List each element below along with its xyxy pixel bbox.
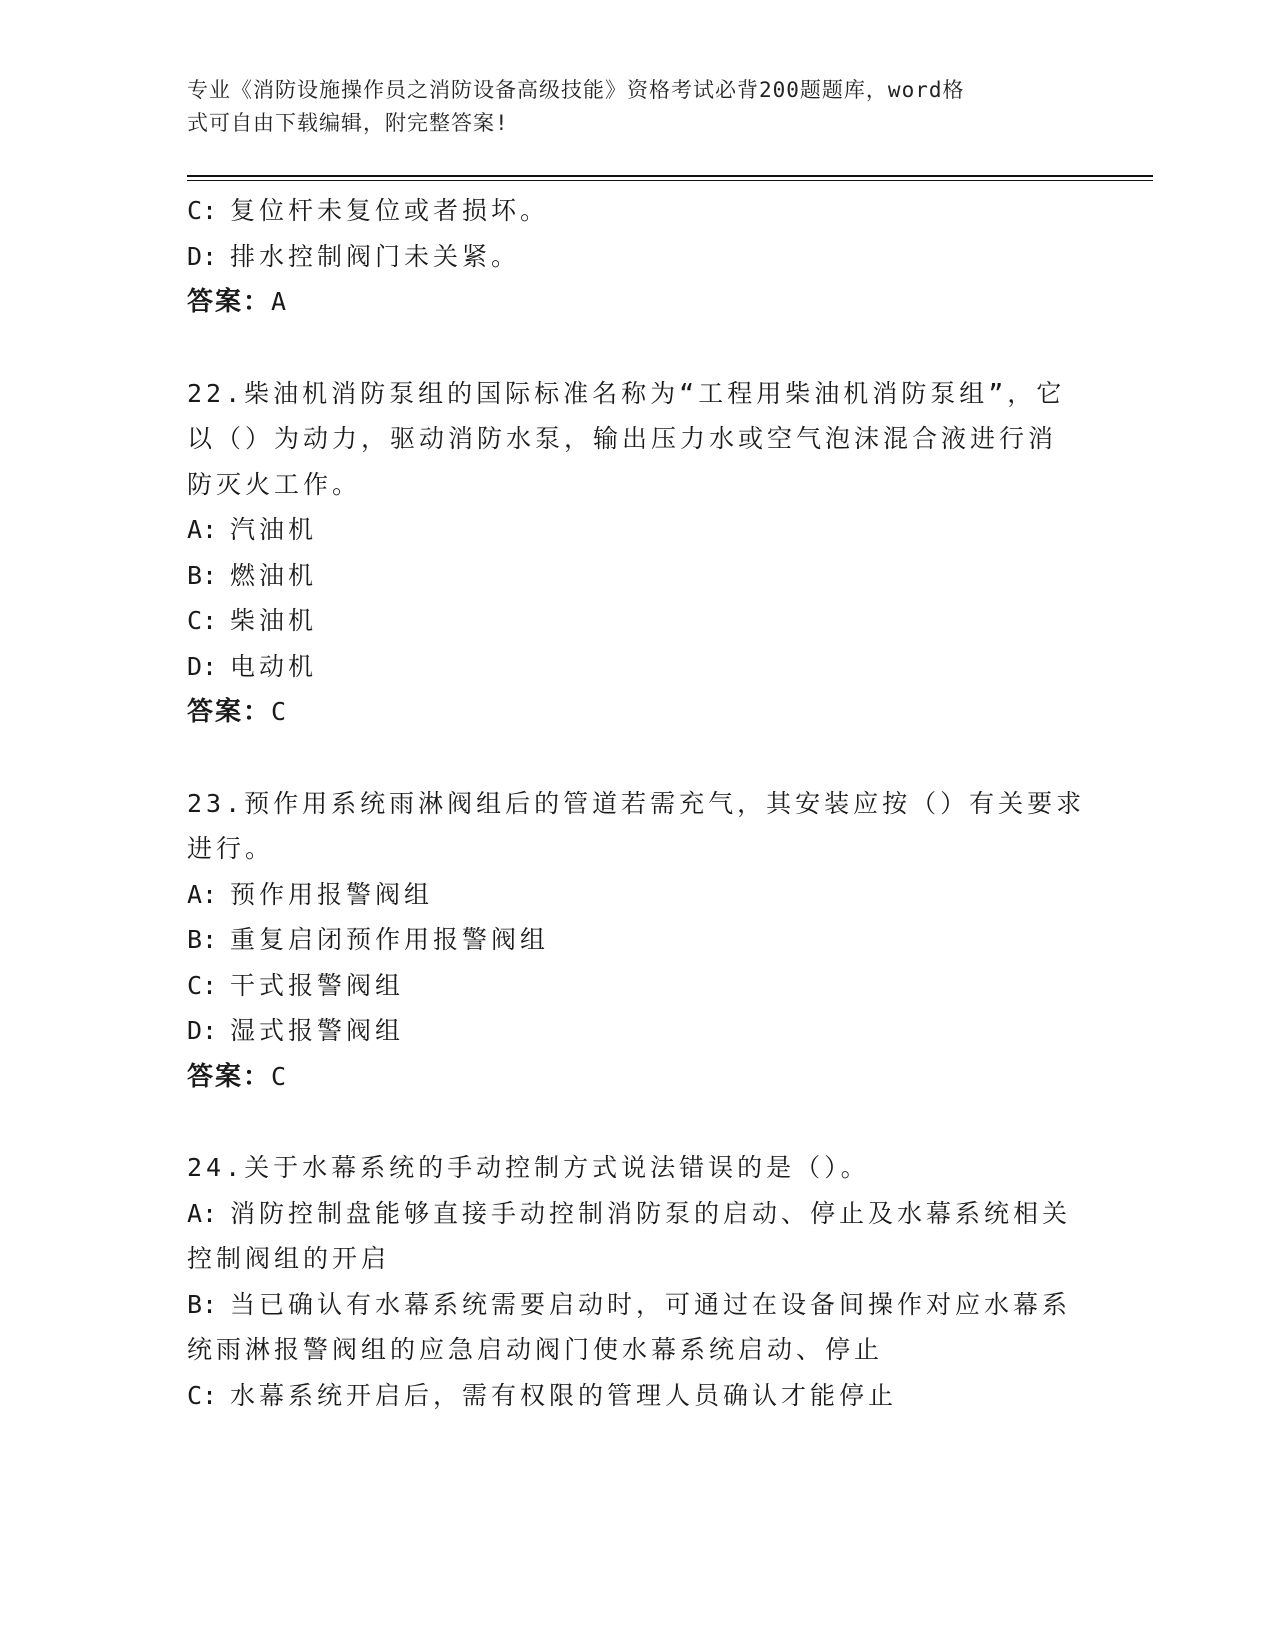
option-text: 重复启闭预作用报警阀组: [230, 925, 550, 954]
document-header: [187, 74, 1067, 140]
option-text: 燃油机: [230, 560, 318, 590]
answer-label: 答案：: [187, 287, 272, 317]
option-text: 柴油机: [230, 606, 318, 635]
option-c: [187, 963, 1087, 1009]
question-stem-line: 防灭火工作。: [187, 469, 362, 499]
option-d: [187, 1008, 1087, 1054]
option-text: 复位杆未复位或者损坏。: [230, 196, 550, 225]
header-rule-thick: [187, 175, 1153, 177]
option-b: [187, 917, 1087, 963]
option-letter: B:: [187, 1289, 218, 1319]
question-stem-line: 24.关于水幕系统的手动控制方式说法错误的是（）。: [187, 1153, 870, 1182]
option-letter: B:: [187, 925, 218, 954]
option-letter: C:: [187, 606, 218, 635]
option-text: 排水控制阀门未关紧。: [230, 241, 521, 271]
answer-line: [187, 279, 1087, 326]
option-letter: C:: [187, 970, 218, 1000]
option-letter: D:: [187, 651, 218, 681]
option-letter: A:: [187, 1198, 218, 1228]
answer-label: 答案：: [187, 697, 272, 727]
answer-value: C: [271, 697, 288, 726]
option-d: [187, 644, 1087, 690]
option-letter: D:: [187, 241, 218, 271]
option-c: [187, 188, 1087, 234]
option-b: [187, 1282, 1087, 1328]
answer-value: C: [271, 1061, 288, 1091]
question-24: [187, 1145, 1087, 1418]
answer-line: [187, 689, 1087, 736]
option-letter: C:: [187, 1380, 218, 1410]
option-letter: D:: [187, 1016, 218, 1045]
option-a: [187, 507, 1087, 553]
option-a: [187, 1191, 1087, 1237]
question-23: [187, 781, 1087, 1101]
question-stem-line: 22.柴油机消防泵组的国际标准名称为“工程用柴油机消防泵组”，它: [187, 378, 1066, 408]
question-stem-line: 23.预作用系统雨淋阀组后的管道若需充气，其安装应按（）有关要求: [187, 788, 1086, 818]
option-d: [187, 234, 1087, 280]
option-b-continuation: 统雨淋报警阀组的应急启动阀门使水幕系统启动、停止: [187, 1335, 884, 1364]
option-text: 当已确认有水幕系统需要启动时，可通过在设备间操作对应水幕系: [230, 1289, 1072, 1319]
option-letter: A:: [187, 515, 218, 544]
answer-value: A: [271, 287, 288, 316]
option-c: [187, 1373, 1087, 1419]
option-letter: A:: [187, 879, 218, 909]
header-line-1: 专业《消防设施操作员之消防设备高级技能》资格考试必背200题题库，word格: [187, 78, 965, 102]
answer-line: [187, 1054, 1087, 1101]
question-22: [187, 371, 1087, 736]
option-b: [187, 553, 1087, 599]
option-text: 消防控制盘能够直接手动控制消防泵的启动、停止及水幕系统相关: [230, 1198, 1072, 1228]
option-a: [187, 872, 1087, 918]
question-content: [187, 188, 1087, 1418]
question-stem-line: 进行。: [187, 834, 275, 863]
option-text: 预作用报警阀组: [230, 879, 434, 909]
option-c: [187, 598, 1087, 644]
option-a-continuation: 控制阀组的开启: [187, 1244, 391, 1273]
option-text: 干式报警阀组: [230, 970, 405, 1000]
header-rule-thin: [187, 180, 1153, 181]
option-text: 电动机: [230, 651, 318, 681]
option-letter: C:: [187, 196, 218, 225]
option-text: 湿式报警阀组: [230, 1016, 405, 1045]
question-stem-line: 以（）为动力，驱动消防水泵，输出压力水或空气泡沫混合液进行消: [187, 424, 1058, 453]
header-line-2: 式可自由下载编辑，附完整答案!: [187, 111, 509, 135]
answer-label: 答案：: [187, 1061, 272, 1092]
option-text: 汽油机: [230, 515, 318, 544]
option-text: 水幕系统开启后，需有权限的管理人员确认才能停止: [230, 1380, 898, 1410]
option-letter: B:: [187, 560, 218, 590]
prev-question: [187, 188, 1087, 326]
